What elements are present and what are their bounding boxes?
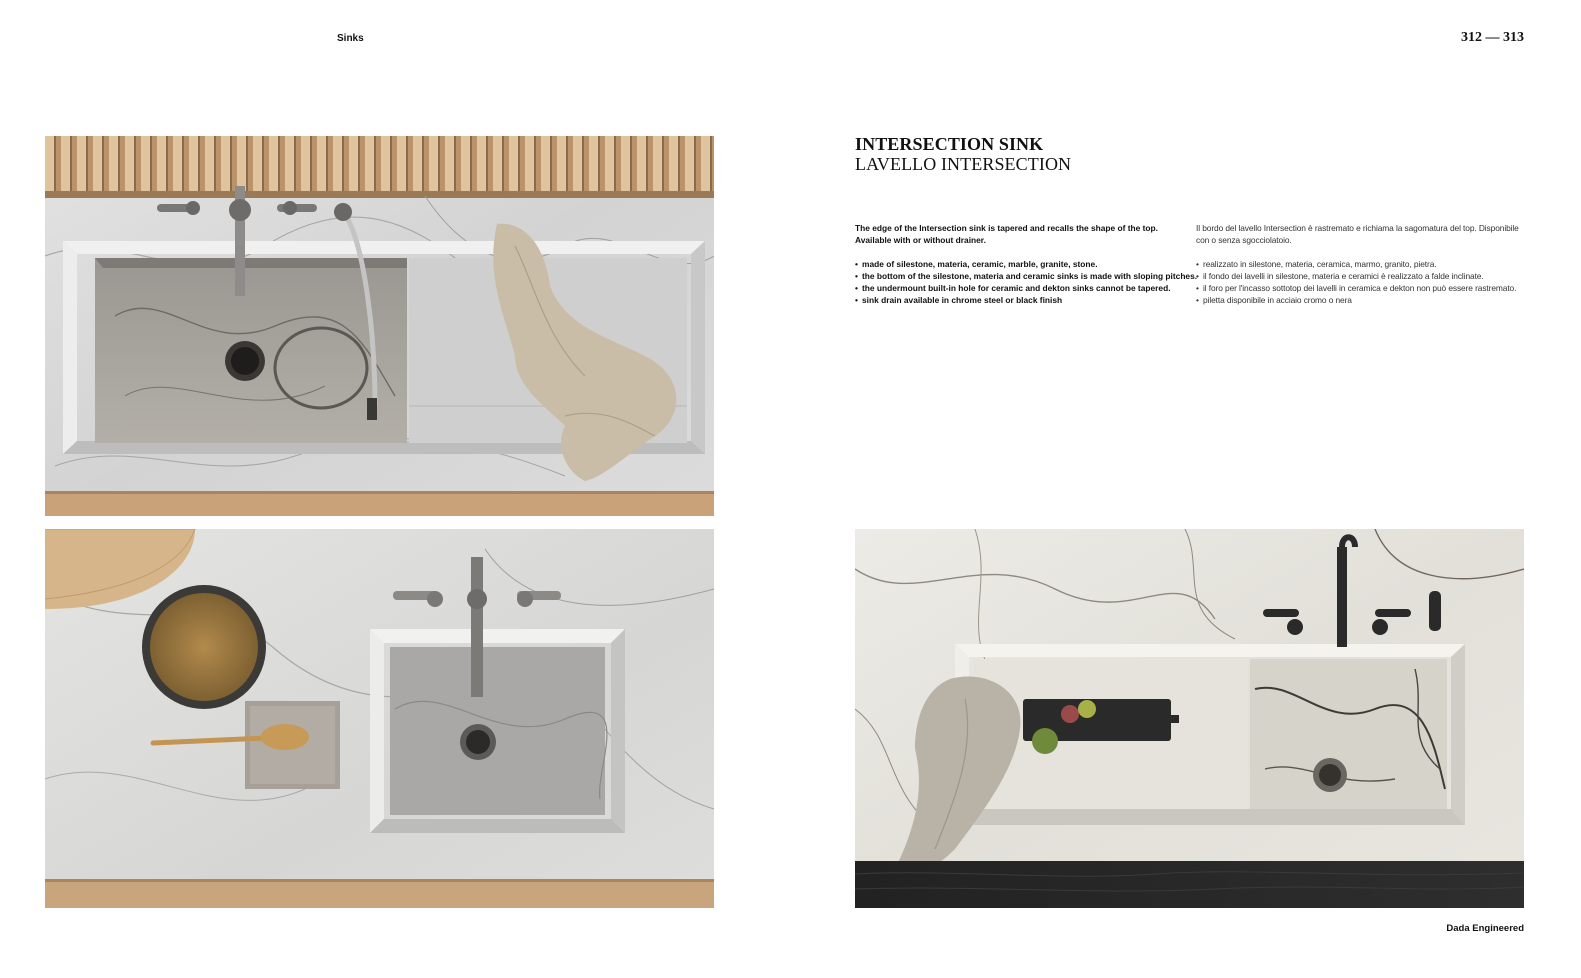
feature-item-it: • piletta disponibile in acciaio cromo o nera (1196, 294, 1531, 306)
description-english (855, 222, 1198, 306)
title-italian: LAVELLO INTERSECTION (855, 154, 1072, 174)
title-english: INTERSECTION SINK (855, 134, 1044, 154)
page-numbers: 312 — 313 (1461, 30, 1524, 45)
feature-list-it (1196, 258, 1531, 306)
feature-item-en: • the undermount built-in hole for ceramic and dekton sinks cannot be tapered. (855, 282, 1190, 294)
description-intro-en: The edge of the Intersection sink is tapered and recalls the shape of the top. Available with or without drainer. (855, 223, 1158, 245)
description-intro-it: Il bordo del lavello Intersection è rastremato e richiama la sagomatura del top. Disponibile con o senza sgocciolatoio. (1196, 223, 1519, 245)
feature-item-en: • the bottom of the silestone, materia and ceramic sinks is made with sloping pitches. (855, 270, 1190, 282)
feature-item-en: • sink drain available in chrome steel or black finish (855, 294, 1190, 306)
feature-item-it: • il fondo dei lavelli in silestone, materia e ceramici è realizzato a falde inclinate. (1196, 270, 1531, 282)
feature-item-it: • realizzato in silestone, materia, ceramica, marmo, granito, pietra. (1196, 258, 1531, 270)
photo-marble-sink-black-taps (855, 529, 1524, 908)
feature-list-en (855, 258, 1198, 306)
section-label: Sinks (337, 33, 364, 44)
photo-square-sink-with-bowl (45, 529, 714, 908)
feature-item-en: • made of silestone, materia, ceramic, marble, granite, stone. (855, 258, 1190, 270)
product-title (855, 134, 1071, 174)
brand-name: Dada Engineered (1446, 923, 1524, 934)
photo-sink-with-drainer (45, 136, 714, 516)
description-italian (1196, 222, 1531, 306)
feature-item-it: • il foro per l'incasso sottotop dei lavelli in ceramica e dekton non può essere rastremato. (1196, 282, 1531, 294)
